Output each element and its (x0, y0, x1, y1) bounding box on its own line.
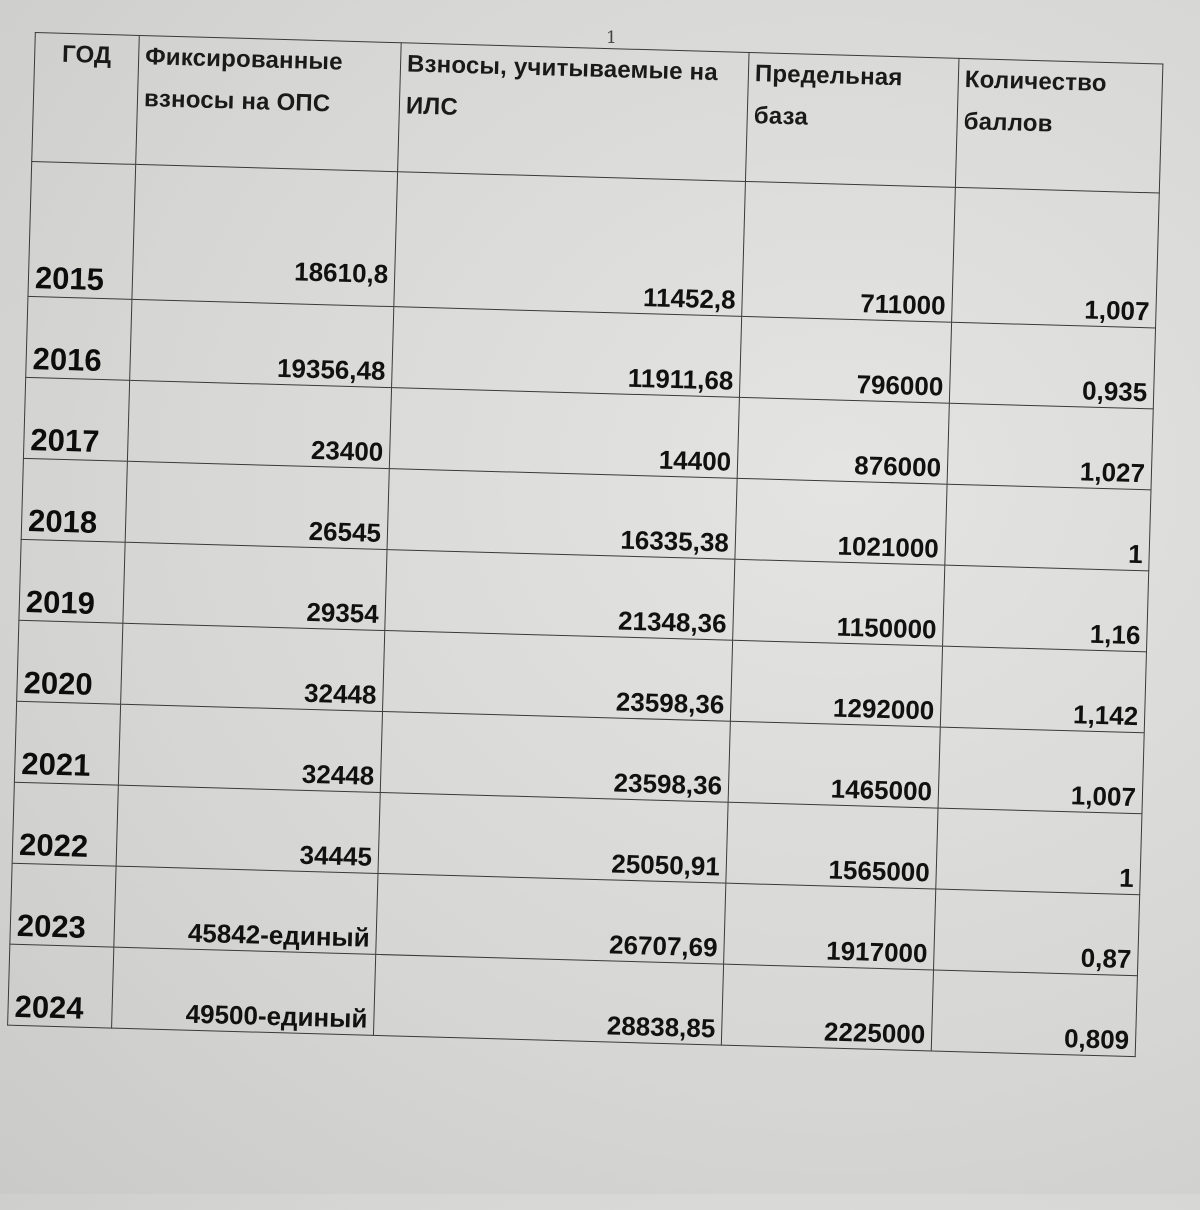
points-cell: 1,007 (938, 727, 1144, 814)
year-cell: 2023 (10, 863, 116, 947)
points-cell: 0,809 (931, 970, 1137, 1057)
limit-base-cell: 1021000 (735, 478, 947, 565)
ils-contribution-cell: 16335,38 (387, 469, 737, 560)
header-ils-contributions: Взносы, учитываемые на ИЛС (398, 43, 749, 182)
limit-base-cell: 1292000 (730, 640, 942, 727)
points-cell: 1 (936, 808, 1142, 895)
limit-base-cell: 1917000 (724, 883, 936, 970)
header-limit-base: Предельная база (745, 52, 959, 187)
fixed-contribution-cell: 49500-единый (112, 947, 376, 1035)
ils-contribution-cell: 26707,69 (376, 873, 726, 964)
limit-base-cell: 2225000 (721, 964, 933, 1051)
limit-base-cell: 1565000 (726, 802, 938, 889)
limit-base-cell: 796000 (739, 316, 951, 403)
points-cell: 1,142 (940, 646, 1146, 733)
points-cell: 1,16 (943, 565, 1149, 652)
limit-base-cell: 1465000 (728, 721, 940, 808)
fixed-contribution-cell: 19356,48 (130, 299, 394, 387)
header-points: Количество баллов (955, 58, 1163, 193)
header-year: ГОД (32, 33, 140, 165)
year-cell: 2021 (14, 701, 120, 785)
ils-contribution-cell: 23598,36 (383, 631, 733, 722)
ils-contribution-cell: 23598,36 (380, 712, 730, 803)
points-cell: 0,935 (949, 322, 1155, 409)
fixed-contribution-cell: 26545 (125, 461, 389, 549)
fixed-contribution-cell: 32448 (121, 623, 385, 711)
ils-contribution-cell: 21348,36 (385, 550, 735, 641)
limit-base-cell: 711000 (742, 181, 956, 322)
ils-contribution-cell: 28838,85 (373, 954, 723, 1045)
year-cell: 2018 (21, 458, 127, 542)
year-cell: 2020 (17, 620, 123, 704)
ils-contribution-cell: 11911,68 (392, 307, 742, 398)
points-cell: 1 (945, 484, 1151, 571)
fixed-contribution-cell: 18610,8 (132, 164, 398, 306)
ils-contribution-cell: 11452,8 (394, 172, 746, 317)
fixed-contribution-cell: 29354 (123, 542, 387, 630)
ils-contribution-cell: 14400 (389, 388, 739, 479)
points-cell: 1,007 (952, 187, 1160, 328)
fixed-contribution-cell: 32448 (118, 704, 382, 792)
year-cell: 2022 (12, 782, 118, 866)
year-cell: 2015 (28, 162, 136, 300)
fixed-contribution-cell: 45842-единый (114, 866, 378, 954)
header-fixed-contributions: Фиксированные взносы на ОПС (136, 35, 401, 171)
contributions-table (7, 32, 1163, 1057)
fixed-contribution-cell: 23400 (127, 380, 391, 468)
page-number: 1 (606, 28, 617, 48)
year-cell: 2024 (8, 944, 114, 1028)
limit-base-cell: 876000 (737, 397, 949, 484)
year-cell: 2017 (23, 377, 129, 461)
points-cell: 1,027 (947, 403, 1153, 490)
points-cell: 0,87 (934, 889, 1140, 976)
limit-base-cell: 1150000 (733, 559, 945, 646)
year-cell: 2016 (26, 296, 132, 380)
ils-contribution-cell: 25050,91 (378, 792, 728, 883)
year-cell: 2019 (19, 539, 125, 623)
fixed-contribution-cell: 34445 (116, 785, 380, 873)
